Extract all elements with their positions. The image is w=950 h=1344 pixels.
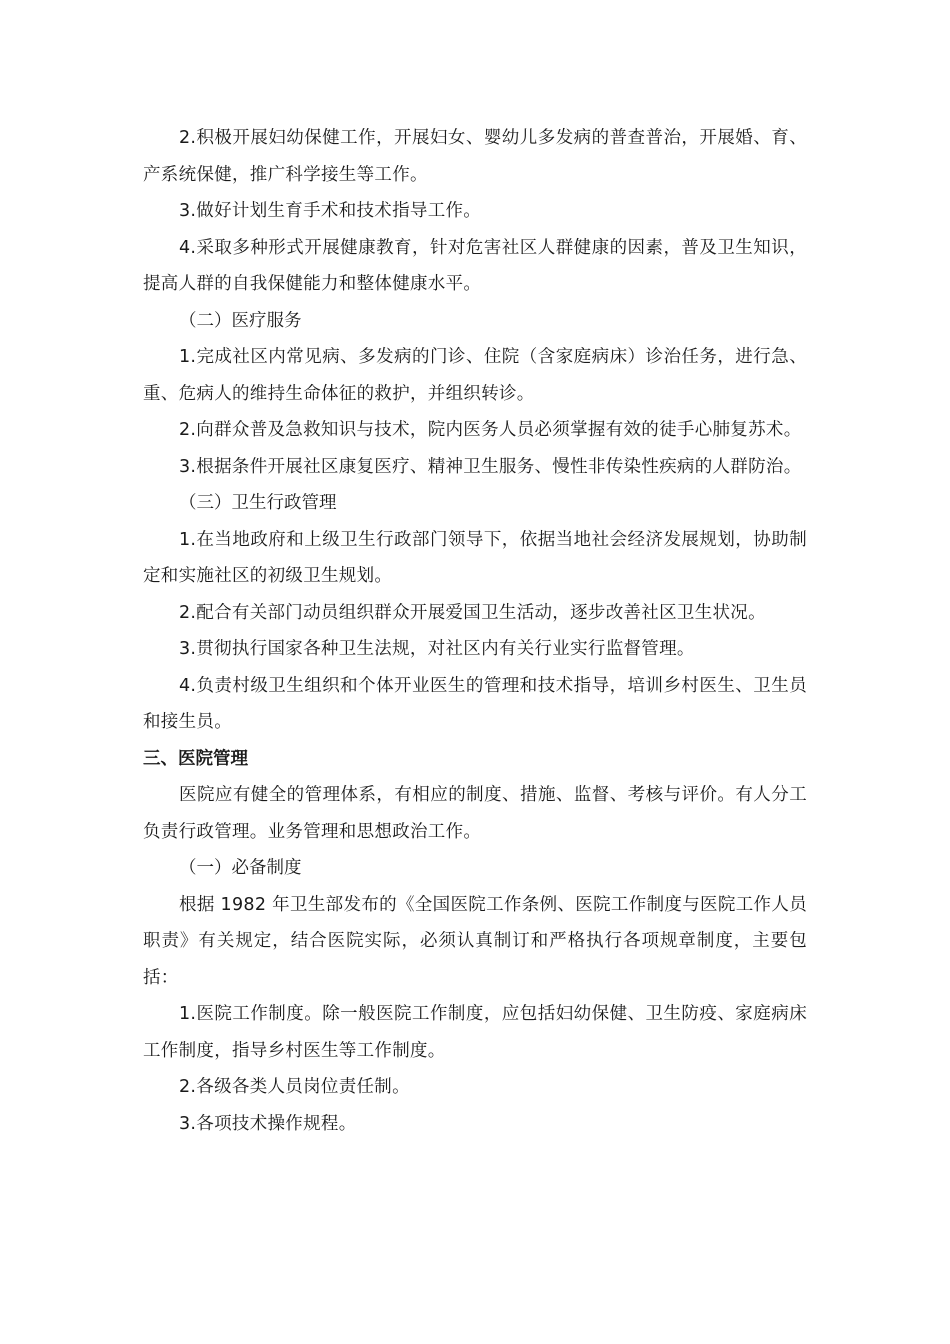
paragraph: 3.做好计划生育手术和技术指导工作。 xyxy=(179,201,482,221)
paragraph: 1.在当地政府和上级卫生行政部门领导下，依据当地社会经济发展规划，协助制定和实施社区的初级卫生规划。 xyxy=(143,529,807,586)
paragraph: 4.采取多种形式开展健康教育，针对危害社区人群健康的因素，普及卫生知识，提高人群的自我保健能力和整体健康水平。 xyxy=(143,237,807,294)
paragraph: 2.积极开展妇幼保健工作，开展妇女、婴幼儿多发病的普查普治，开展婚、育、产系统保健，推广科学接生等工作。 xyxy=(143,128,807,185)
paragraph: 根据 1982 年卫生部发布的《全国医院工作条例、医院工作制度与医院工作人员职责》有关规定，结合医院实际，必须认真制订和严格执行各项规章制度，主要包括： xyxy=(143,894,807,988)
paragraph: 2.配合有关部门动员组织群众开展爱国卫生活动，逐步改善社区卫生状况。 xyxy=(179,602,766,623)
section-heading: 三、医院管理 xyxy=(143,748,248,769)
section-subheading: （二）医疗服务 xyxy=(179,310,302,331)
paragraph: 1.完成社区内常见病、多发病的门诊、住院（含家庭病床）诊治任务，进行急、重、危病人的维持生命体征的救护，并组织转诊。 xyxy=(143,347,807,404)
section-subheading: （一）必备制度 xyxy=(179,858,302,878)
paragraph: 4.负责村级卫生组织和个体开业医生的管理和技术指导，培训乡村医生、卫生员和接生员。 xyxy=(143,675,807,732)
section-subheading: （三）卫生行政管理 xyxy=(179,493,337,513)
paragraph: 3.贯彻执行国家各种卫生法规，对社区内有关行业实行监督管理。 xyxy=(179,639,695,659)
paragraph: 3.根据条件开展社区康复医疗、精神卫生服务、慢性非传染性疾病的人群防治。 xyxy=(179,456,802,477)
paragraph: 2.各级各类人员岗位责任制。 xyxy=(179,1077,410,1097)
paragraph: 医院应有健全的管理体系，有相应的制度、措施、监督、考核与评价。有人分工负责行政管理。业务管理和思想政治工作。 xyxy=(143,785,807,842)
paragraph: 3.各项技术操作规程。 xyxy=(179,1113,357,1134)
paragraph: 1.医院工作制度。除一般医院工作制度，应包括妇幼保健、卫生防疫、家庭病床工作制度，指导乡村医生等工作制度。 xyxy=(143,1004,807,1061)
document-body xyxy=(143,120,807,1142)
paragraph: 2.向群众普及急救知识与技术，院内医务人员必须掌握有效的徒手心肺复苏术。 xyxy=(179,420,802,440)
